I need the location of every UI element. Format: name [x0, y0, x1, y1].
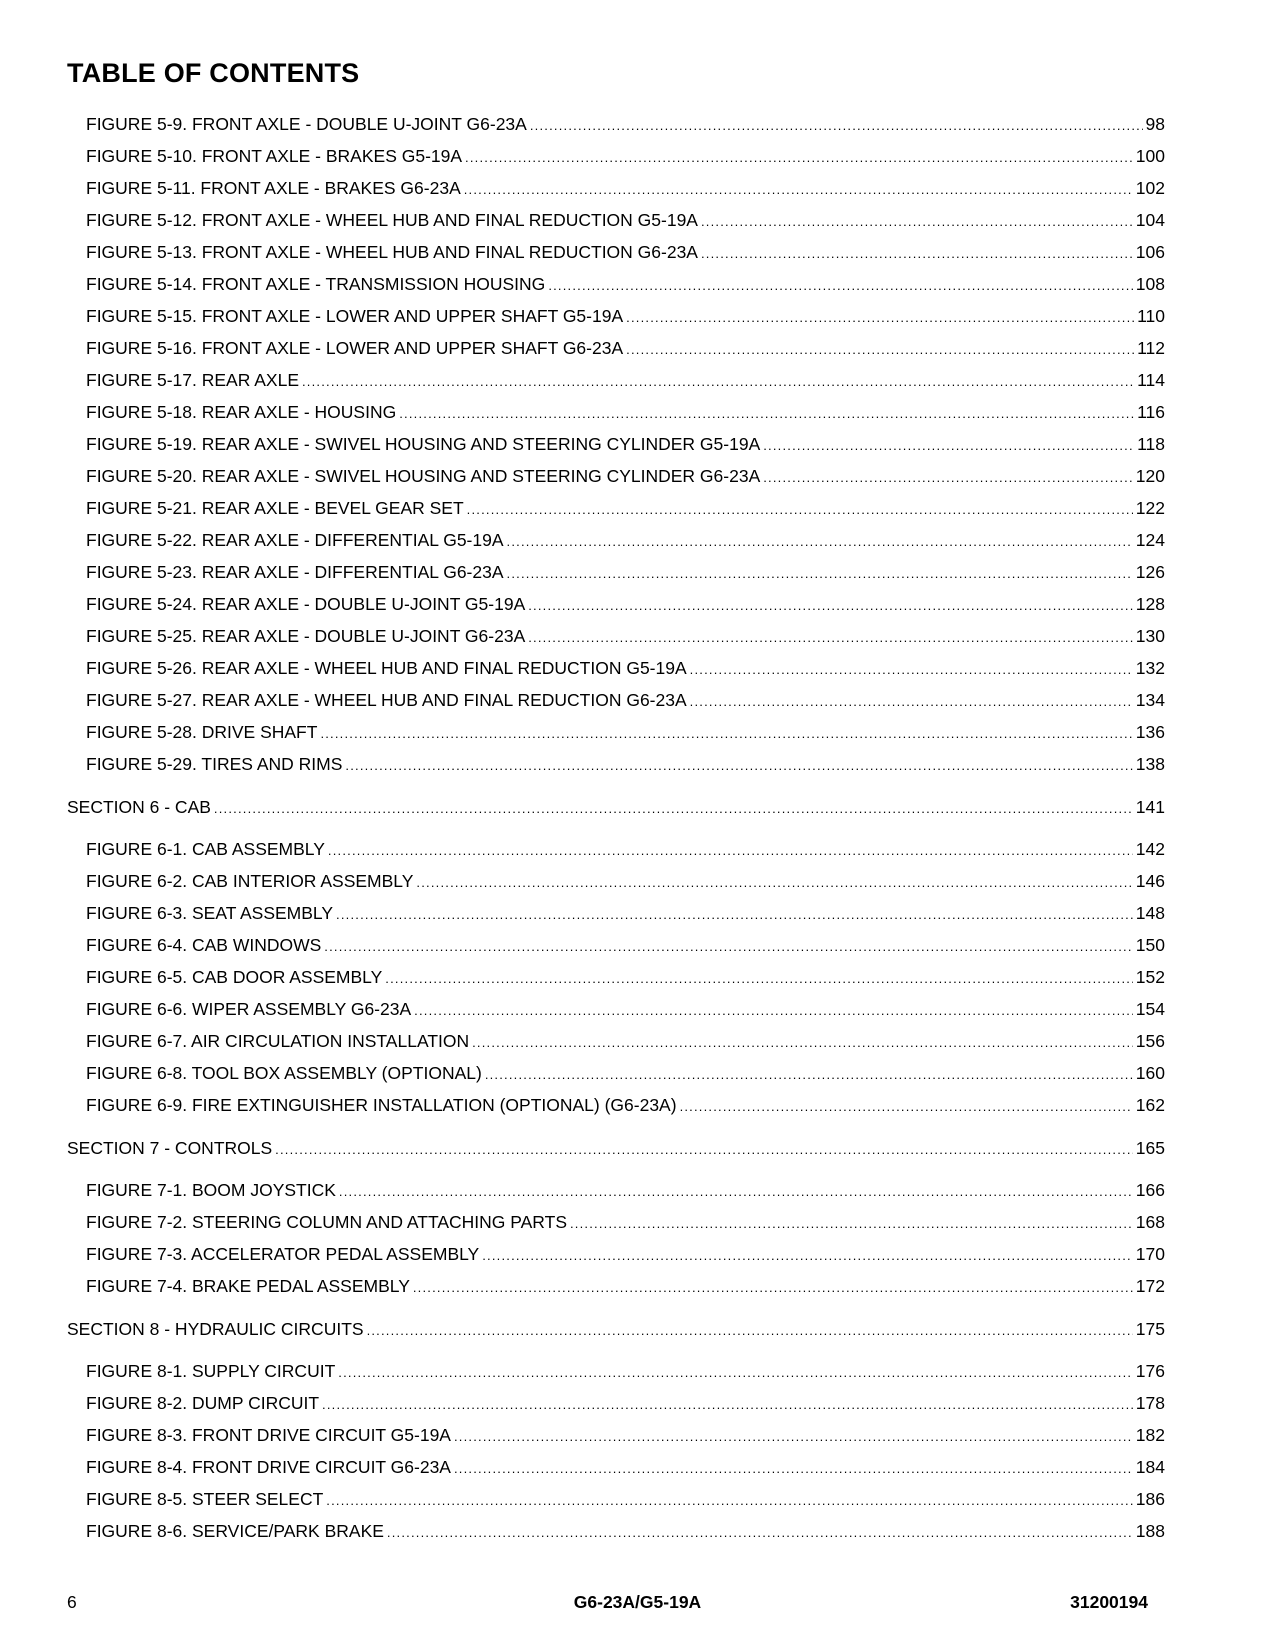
- toc-figure-entry[interactable]: [67, 396, 1165, 428]
- toc-entry-label: SECTION 7 - CONTROLS: [67, 1138, 273, 1158]
- toc-dot-leader: [690, 686, 1133, 716]
- toc-dot-leader: [367, 1315, 1133, 1345]
- toc-dot-leader: [416, 867, 1132, 897]
- toc-entry-label: FIGURE 8-1. SUPPLY CIRCUIT: [86, 1361, 336, 1381]
- toc-entry-page: 104: [1135, 210, 1165, 230]
- toc-dot-leader: [528, 622, 1133, 652]
- toc-entry-label: FIGURE 5-19. REAR AXLE - SWIVEL HOUSING AND STEERING CYLINDER G5-19A: [86, 434, 761, 454]
- toc-figure-entry[interactable]: [67, 268, 1165, 300]
- toc-entry-label: FIGURE 5-12. FRONT AXLE - WHEEL HUB AND FINAL REDUCTION G5-19A: [86, 210, 698, 230]
- toc-entry-label: FIGURE 7-4. BRAKE PEDAL ASSEMBLY: [86, 1276, 410, 1296]
- toc-entry-page: 130: [1135, 626, 1165, 646]
- toc-figure-entry[interactable]: [67, 1206, 1165, 1238]
- toc-section-entry[interactable]: [67, 791, 1165, 823]
- toc-entry-page: 126: [1135, 562, 1165, 582]
- toc-entry-page: 124: [1135, 530, 1165, 550]
- toc-figure-entry[interactable]: [67, 1174, 1165, 1206]
- toc-entry-page: 152: [1135, 967, 1165, 987]
- toc-dot-leader: [680, 1091, 1133, 1121]
- toc-entry-label: FIGURE 7-3. ACCELERATOR PEDAL ASSEMBLY: [86, 1244, 480, 1264]
- toc-entry-label: FIGURE 5-17. REAR AXLE: [86, 370, 299, 390]
- toc-figure-entry[interactable]: [67, 1419, 1165, 1451]
- toc-dot-leader: [467, 494, 1133, 524]
- toc-figure-entry[interactable]: [67, 236, 1165, 268]
- toc-entry-label: FIGURE 5-23. REAR AXLE - DIFFERENTIAL G6-23A: [86, 562, 504, 582]
- toc-dot-leader: [338, 1357, 1133, 1387]
- toc-entry-page: 186: [1135, 1489, 1165, 1509]
- toc-figure-entry[interactable]: [67, 652, 1165, 684]
- toc-entry-label: FIGURE 7-2. STEERING COLUMN AND ATTACHING PARTS: [86, 1212, 567, 1232]
- toc-dot-leader: [530, 110, 1143, 140]
- toc-dot-leader: [465, 142, 1133, 172]
- toc-figure-entry[interactable]: [67, 833, 1165, 865]
- toc-figure-entry[interactable]: [67, 204, 1165, 236]
- toc-figure-entry[interactable]: [67, 1057, 1165, 1089]
- toc-figure-entry[interactable]: [67, 172, 1165, 204]
- toc-entry-label: FIGURE 5-10. FRONT AXLE - BRAKES G5-19A: [86, 146, 463, 166]
- toc-entry-page: 136: [1135, 722, 1165, 742]
- toc-entry-page: 118: [1137, 434, 1165, 454]
- toc-figure-entry[interactable]: [67, 1483, 1165, 1515]
- toc-entry-label: FIGURE 6-3. SEAT ASSEMBLY: [86, 903, 334, 923]
- toc-entry-page: 98: [1145, 114, 1165, 134]
- toc-entry-page: 114: [1137, 370, 1165, 390]
- toc-entry-label: FIGURE 5-21. REAR AXLE - BEVEL GEAR SET: [86, 498, 464, 518]
- toc-figure-entry[interactable]: [67, 300, 1165, 332]
- toc-entry-label: FIGURE 6-1. CAB ASSEMBLY: [86, 839, 325, 859]
- toc-dot-leader: [302, 366, 1134, 396]
- toc-entry-label: FIGURE 6-8. TOOL BOX ASSEMBLY (OPTIONAL): [86, 1063, 482, 1083]
- toc-entry-page: 184: [1135, 1457, 1165, 1477]
- toc-dot-leader: [626, 302, 1134, 332]
- toc-entry-page: 142: [1135, 839, 1165, 859]
- toc-entry-page: 160: [1135, 1063, 1165, 1083]
- toc-figure-entry[interactable]: [67, 716, 1165, 748]
- toc-figure-entry[interactable]: [67, 1238, 1165, 1270]
- toc-dot-leader: [275, 1134, 1133, 1164]
- table-of-contents: [67, 108, 1165, 1547]
- toc-dot-leader: [320, 718, 1132, 748]
- toc-entry-page: 162: [1135, 1095, 1165, 1115]
- toc-figure-entry[interactable]: [67, 108, 1165, 140]
- toc-entry-page: 176: [1135, 1361, 1165, 1381]
- toc-dot-leader: [507, 526, 1133, 556]
- toc-figure-entry[interactable]: [67, 929, 1165, 961]
- toc-entry-label: FIGURE 8-5. STEER SELECT: [86, 1489, 324, 1509]
- toc-dot-leader: [328, 835, 1133, 865]
- toc-figure-entry[interactable]: [67, 428, 1165, 460]
- toc-entry-label: FIGURE 5-18. REAR AXLE - HOUSING: [86, 402, 397, 422]
- toc-dot-leader: [626, 334, 1134, 364]
- toc-entry-page: 138: [1135, 754, 1165, 774]
- toc-dot-leader: [414, 995, 1133, 1025]
- toc-dot-leader: [345, 750, 1132, 780]
- toc-figure-entry[interactable]: [67, 1025, 1165, 1057]
- toc-figure-entry[interactable]: [67, 748, 1165, 780]
- toc-entry-page: 141: [1135, 797, 1165, 817]
- toc-section-entry[interactable]: [67, 1132, 1165, 1164]
- toc-entry-page: 148: [1135, 903, 1165, 923]
- toc-entry-label: FIGURE 8-4. FRONT DRIVE CIRCUIT G6-23A: [86, 1457, 451, 1477]
- toc-figure-entry[interactable]: [67, 364, 1165, 396]
- toc-entry-page: 102: [1135, 178, 1165, 198]
- toc-entry-label: FIGURE 6-9. FIRE EXTINGUISHER INSTALLATION (OPTIONAL) (G6-23A): [86, 1095, 677, 1115]
- toc-dot-leader: [214, 793, 1133, 823]
- toc-entry-page: 170: [1135, 1244, 1165, 1264]
- toc-entry-label: FIGURE 5-29. TIRES AND RIMS: [86, 754, 343, 774]
- toc-entry-page: 175: [1135, 1319, 1165, 1339]
- toc-entry-page: 134: [1135, 690, 1165, 710]
- toc-entry-label: FIGURE 5-28. DRIVE SHAFT: [86, 722, 318, 742]
- toc-dot-leader: [324, 931, 1133, 961]
- toc-figure-entry[interactable]: [67, 961, 1165, 993]
- toc-figure-entry[interactable]: [67, 1270, 1165, 1302]
- toc-dot-leader: [548, 270, 1132, 300]
- toc-figure-entry[interactable]: [67, 897, 1165, 929]
- toc-figure-entry[interactable]: [67, 524, 1165, 556]
- toc-entry-label: FIGURE 5-16. FRONT AXLE - LOWER AND UPPER SHAFT G6-23A: [86, 338, 624, 358]
- toc-figure-entry[interactable]: [67, 1451, 1165, 1483]
- toc-dot-leader: [464, 174, 1133, 204]
- footer-doc-number: 31200194: [1070, 1592, 1148, 1612]
- toc-entry-label: FIGURE 5-24. REAR AXLE - DOUBLE U-JOINT G5-19A: [86, 594, 526, 614]
- toc-entry-label: FIGURE 6-6. WIPER ASSEMBLY G6-23A: [86, 999, 412, 1019]
- toc-figure-entry[interactable]: [67, 1355, 1165, 1387]
- toc-entry-label: SECTION 8 - HYDRAULIC CIRCUITS: [67, 1319, 364, 1339]
- toc-entry-page: 110: [1137, 306, 1165, 326]
- toc-entry-page: 108: [1135, 274, 1165, 294]
- toc-dot-leader: [482, 1240, 1133, 1270]
- toc-entry-page: 146: [1135, 871, 1165, 891]
- toc-dot-leader: [485, 1059, 1133, 1089]
- toc-entry-label: FIGURE 5-11. FRONT AXLE - BRAKES G6-23A: [86, 178, 461, 198]
- toc-figure-entry[interactable]: [67, 684, 1165, 716]
- toc-entry-label: FIGURE 6-2. CAB INTERIOR ASSEMBLY: [86, 871, 414, 891]
- toc-entry-page: 172: [1135, 1276, 1165, 1296]
- toc-entry-label: FIGURE 7-1. BOOM JOYSTICK: [86, 1180, 336, 1200]
- toc-dot-leader: [339, 1176, 1133, 1206]
- toc-entry-label: FIGURE 5-13. FRONT AXLE - WHEEL HUB AND FINAL REDUCTION G6-23A: [86, 242, 698, 262]
- toc-entry-label: FIGURE 6-4. CAB WINDOWS: [86, 935, 322, 955]
- toc-figure-entry[interactable]: [67, 556, 1165, 588]
- footer-page-number: 6: [67, 1592, 77, 1612]
- toc-entry-page: 132: [1135, 658, 1165, 678]
- toc-entry-page: 106: [1135, 242, 1165, 262]
- toc-figure-entry[interactable]: [67, 865, 1165, 897]
- toc-dot-leader: [507, 558, 1133, 588]
- toc-entry-label: FIGURE 5-27. REAR AXLE - WHEEL HUB AND FINAL REDUCTION G6-23A: [86, 690, 687, 710]
- toc-entry-page: 120: [1135, 466, 1165, 486]
- toc-figure-entry[interactable]: [67, 1089, 1165, 1121]
- toc-entry-label: FIGURE 8-3. FRONT DRIVE CIRCUIT G5-19A: [86, 1425, 451, 1445]
- page-footer: [0, 1592, 1275, 1618]
- toc-dot-leader: [336, 899, 1133, 929]
- toc-figure-entry[interactable]: [67, 140, 1165, 172]
- toc-entry-page: 116: [1137, 402, 1165, 422]
- toc-entry-label: FIGURE 6-5. CAB DOOR ASSEMBLY: [86, 967, 383, 987]
- toc-figure-entry[interactable]: [67, 460, 1165, 492]
- toc-figure-entry[interactable]: [67, 332, 1165, 364]
- toc-dot-leader: [763, 462, 1133, 492]
- toc-entry-page: 100: [1135, 146, 1165, 166]
- page-title: TABLE OF CONTENTS: [67, 58, 360, 88]
- toc-dot-leader: [763, 430, 1134, 460]
- toc-entry-page: 178: [1135, 1393, 1165, 1413]
- toc-dot-leader: [570, 1208, 1133, 1238]
- toc-entry-page: 166: [1135, 1180, 1165, 1200]
- toc-entry-label: FIGURE 6-7. AIR CIRCULATION INSTALLATION: [86, 1031, 470, 1051]
- toc-entry-page: 128: [1135, 594, 1165, 614]
- toc-entry-page: 188: [1135, 1521, 1165, 1541]
- toc-entry-label: FIGURE 5-15. FRONT AXLE - LOWER AND UPPER SHAFT G5-19A: [86, 306, 624, 326]
- toc-dot-leader: [690, 654, 1133, 684]
- toc-entry-label: FIGURE 5-25. REAR AXLE - DOUBLE U-JOINT G6-23A: [86, 626, 526, 646]
- toc-entry-label: FIGURE 8-6. SERVICE/PARK BRAKE: [86, 1521, 384, 1541]
- toc-entry-label: FIGURE 8-2. DUMP CIRCUIT: [86, 1393, 320, 1413]
- toc-dot-leader: [322, 1389, 1133, 1419]
- toc-dot-leader: [413, 1272, 1133, 1302]
- toc-dot-leader: [454, 1421, 1133, 1451]
- toc-entry-label: FIGURE 5-14. FRONT AXLE - TRANSMISSION HOUSING: [86, 274, 546, 294]
- toc-entry-label: FIGURE 5-26. REAR AXLE - WHEEL HUB AND FINAL REDUCTION G5-19A: [86, 658, 687, 678]
- toc-entry-page: 122: [1135, 498, 1165, 518]
- footer-model: G6-23A/G5-19A: [573, 1592, 702, 1612]
- toc-figure-entry[interactable]: [67, 1515, 1165, 1547]
- toc-figure-entry[interactable]: [67, 588, 1165, 620]
- toc-dot-leader: [701, 238, 1133, 268]
- toc-dot-leader: [454, 1453, 1133, 1483]
- toc-dot-leader: [326, 1485, 1133, 1515]
- toc-entry-page: 156: [1135, 1031, 1165, 1051]
- toc-dot-leader: [387, 1517, 1133, 1547]
- toc-entry-label: SECTION 6 - CAB: [67, 797, 211, 817]
- toc-figure-entry[interactable]: [67, 620, 1165, 652]
- toc-entry-label: FIGURE 5-9. FRONT AXLE - DOUBLE U-JOINT G6-23A: [86, 114, 527, 134]
- toc-dot-leader: [385, 963, 1133, 993]
- toc-figure-entry[interactable]: [67, 993, 1165, 1025]
- toc-figure-entry[interactable]: [67, 492, 1165, 524]
- toc-dot-leader: [472, 1027, 1133, 1057]
- toc-entry-page: 165: [1135, 1138, 1165, 1158]
- toc-entry-label: FIGURE 5-20. REAR AXLE - SWIVEL HOUSING AND STEERING CYLINDER G6-23A: [86, 466, 761, 486]
- toc-entry-page: 112: [1137, 338, 1165, 358]
- toc-section-entry[interactable]: [67, 1313, 1165, 1345]
- toc-figure-entry[interactable]: [67, 1387, 1165, 1419]
- toc-entry-page: 154: [1135, 999, 1165, 1019]
- toc-entry-page: 168: [1135, 1212, 1165, 1232]
- toc-dot-leader: [528, 590, 1133, 620]
- toc-entry-page: 150: [1135, 935, 1165, 955]
- toc-entry-page: 182: [1135, 1425, 1165, 1445]
- toc-dot-leader: [399, 398, 1134, 428]
- toc-dot-leader: [701, 206, 1133, 236]
- toc-entry-label: FIGURE 5-22. REAR AXLE - DIFFERENTIAL G5-19A: [86, 530, 504, 550]
